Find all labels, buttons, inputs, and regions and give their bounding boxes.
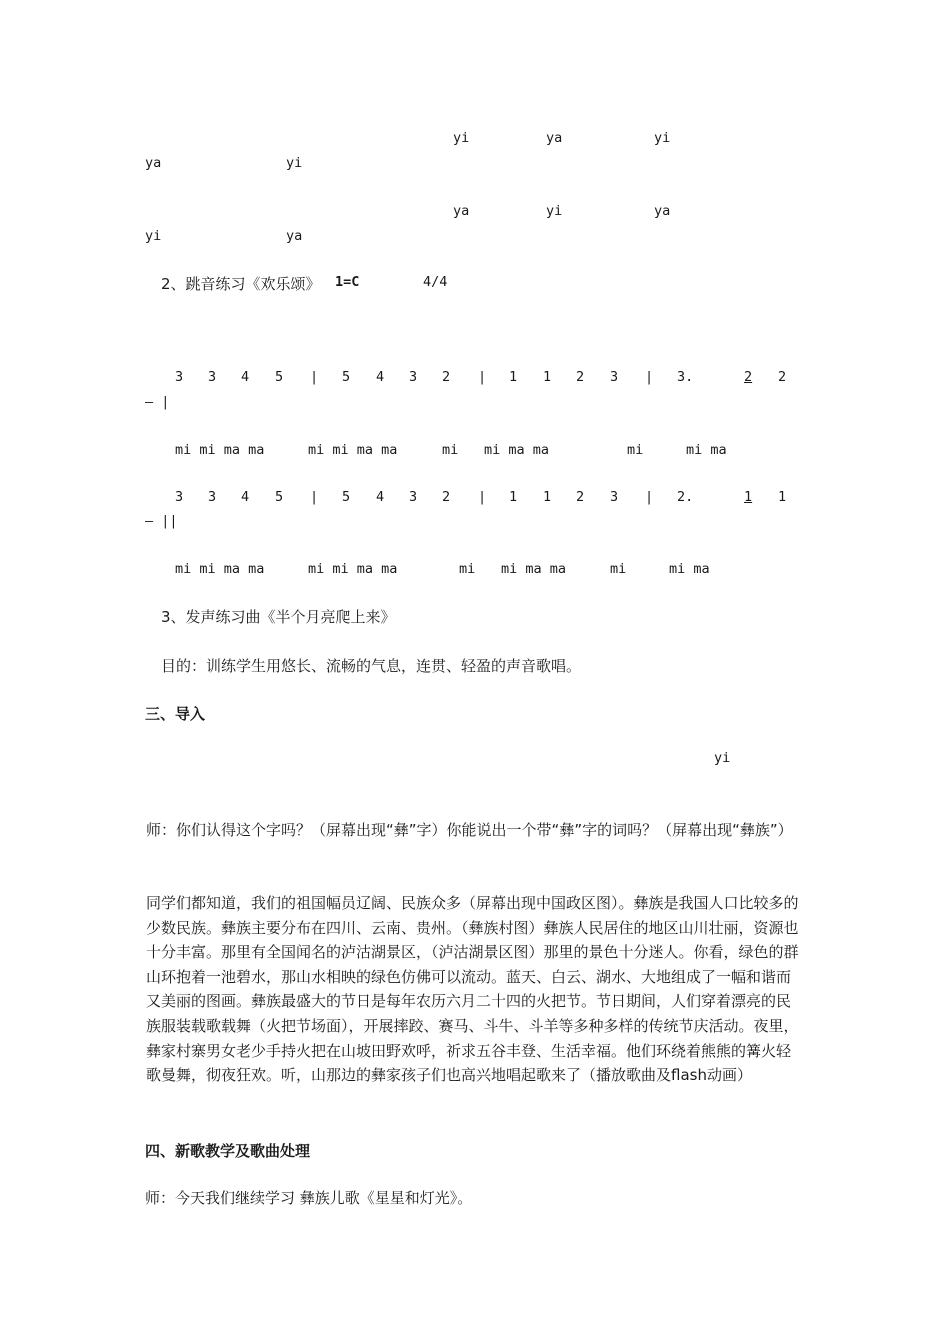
note: 3 — [175, 489, 184, 505]
note: 4 — [376, 369, 385, 385]
note: 5 — [275, 489, 284, 505]
key-signature: 1=C — [335, 274, 360, 290]
section-title: 3、发声练习曲《半个月亮爬上来》 — [161, 608, 396, 626]
note: 1 — [509, 489, 518, 505]
note: 1 — [543, 369, 552, 385]
barline: | — [478, 369, 487, 385]
note: 4 — [376, 489, 385, 505]
barline: | — [478, 489, 487, 505]
syllable: yi — [546, 203, 563, 219]
note: 2 — [442, 489, 451, 505]
lyric: mi ma ma — [501, 561, 567, 577]
note: 5 — [342, 369, 351, 385]
note-underlined: 1 — [744, 489, 753, 505]
barline: | — [310, 369, 319, 385]
note: 3 — [208, 369, 217, 385]
note: 4 — [241, 489, 250, 505]
teacher-question: 师：你们认得这个字吗？（屏幕出现“彝”字）你能说出一个带“彝”字的词吗？（屏幕出现“彝族”） — [146, 821, 793, 839]
time-signature: 4/4 — [423, 274, 448, 290]
section-heading: 四、新歌教学及歌曲处理 — [145, 1142, 311, 1160]
note: 5 — [342, 489, 351, 505]
syllable: yi — [654, 130, 671, 146]
lyric: mi ma — [686, 442, 727, 458]
syllable: ya — [654, 203, 671, 219]
note: 3 — [208, 489, 217, 505]
note: 3 — [409, 369, 418, 385]
score-tail: – || — [145, 513, 178, 529]
note: 3 — [610, 489, 619, 505]
lyric: mi mi ma ma — [175, 561, 265, 577]
lyric: mi — [459, 561, 476, 577]
note: 1 — [778, 489, 787, 505]
syllable: yi — [453, 130, 470, 146]
note: 2 — [576, 369, 585, 385]
syllable: yi — [714, 750, 731, 766]
lyric: mi mi ma ma — [308, 561, 398, 577]
note: 3 — [409, 489, 418, 505]
note: 1 — [509, 369, 518, 385]
note: 3 — [175, 369, 184, 385]
lyric: mi — [442, 442, 459, 458]
lyric: mi ma — [669, 561, 710, 577]
section-title: 2、跳音练习《欢乐颂》 — [161, 275, 321, 293]
note: 2. — [677, 489, 694, 505]
note: 2 — [576, 489, 585, 505]
syllable: yi — [145, 228, 162, 244]
intro-paragraph: 同学们都知道，我们的祖国幅员辽阔、民族众多（屏幕出现中国政区图）。彝族是我国人口比较多的少数民族。彝族主要分布在四川、云南、贵州。（彝族村图）彝族人民居住的地区山川壮丽，资源也十分丰富。那里有全国闻名的泸沽湖景区，（泸沽湖景区图）那里的景色十分迷人。你看，绿色的群山环抱着一池碧水，那山水相映的绿色仿佛可以流动。蓝天、白云、湖水、大地组成了一幅和谐而又美丽的图画。彝族最盛大的节日是每年农历六月二十四的火把节。节日期间，人们穿着漂亮的民族服装载歌载舞（火把节场面），开展摔跤、赛马、斗牛、斗羊等多种多样的传统节庆活动。夜里，彝家村寨男女老少手持火把在山坡田野欢呼，祈求五谷丰登、生活幸福。他们环绕着熊熊的篝火轻歌曼舞，彻夜狂欢。听，山那边的彝家孩子们也高兴地唱起歌来了（播放歌曲及flash动画） — [146, 894, 799, 1085]
note: 3. — [677, 369, 694, 385]
lyric: mi ma ma — [484, 442, 550, 458]
note: 1 — [543, 489, 552, 505]
syllable: ya — [453, 203, 470, 219]
note-underlined: 2 — [744, 369, 753, 385]
lyric: mi mi ma ma — [308, 442, 398, 458]
section-heading: 三、导入 — [145, 705, 206, 723]
barline: | — [310, 489, 319, 505]
syllable: ya — [546, 130, 563, 146]
note: 3 — [610, 369, 619, 385]
teacher-line: 师：今天我们继续学习 彝族儿歌《星星和灯光》。 — [145, 1189, 473, 1207]
syllable: ya — [286, 228, 303, 244]
score-tail: – | — [145, 394, 170, 410]
purpose-text: 目的：训练学生用悠长、流畅的气息，连贯、轻盈的声音歌唱。 — [161, 657, 582, 675]
lyric: mi — [610, 561, 627, 577]
note: 4 — [241, 369, 250, 385]
lyric: mi — [627, 442, 644, 458]
note: 2 — [442, 369, 451, 385]
barline: | — [645, 369, 654, 385]
note: 2 — [778, 369, 787, 385]
syllable: yi — [286, 155, 303, 171]
lyric: mi mi ma ma — [175, 442, 265, 458]
note: 5 — [275, 369, 284, 385]
barline: | — [645, 489, 654, 505]
syllable: ya — [145, 155, 162, 171]
